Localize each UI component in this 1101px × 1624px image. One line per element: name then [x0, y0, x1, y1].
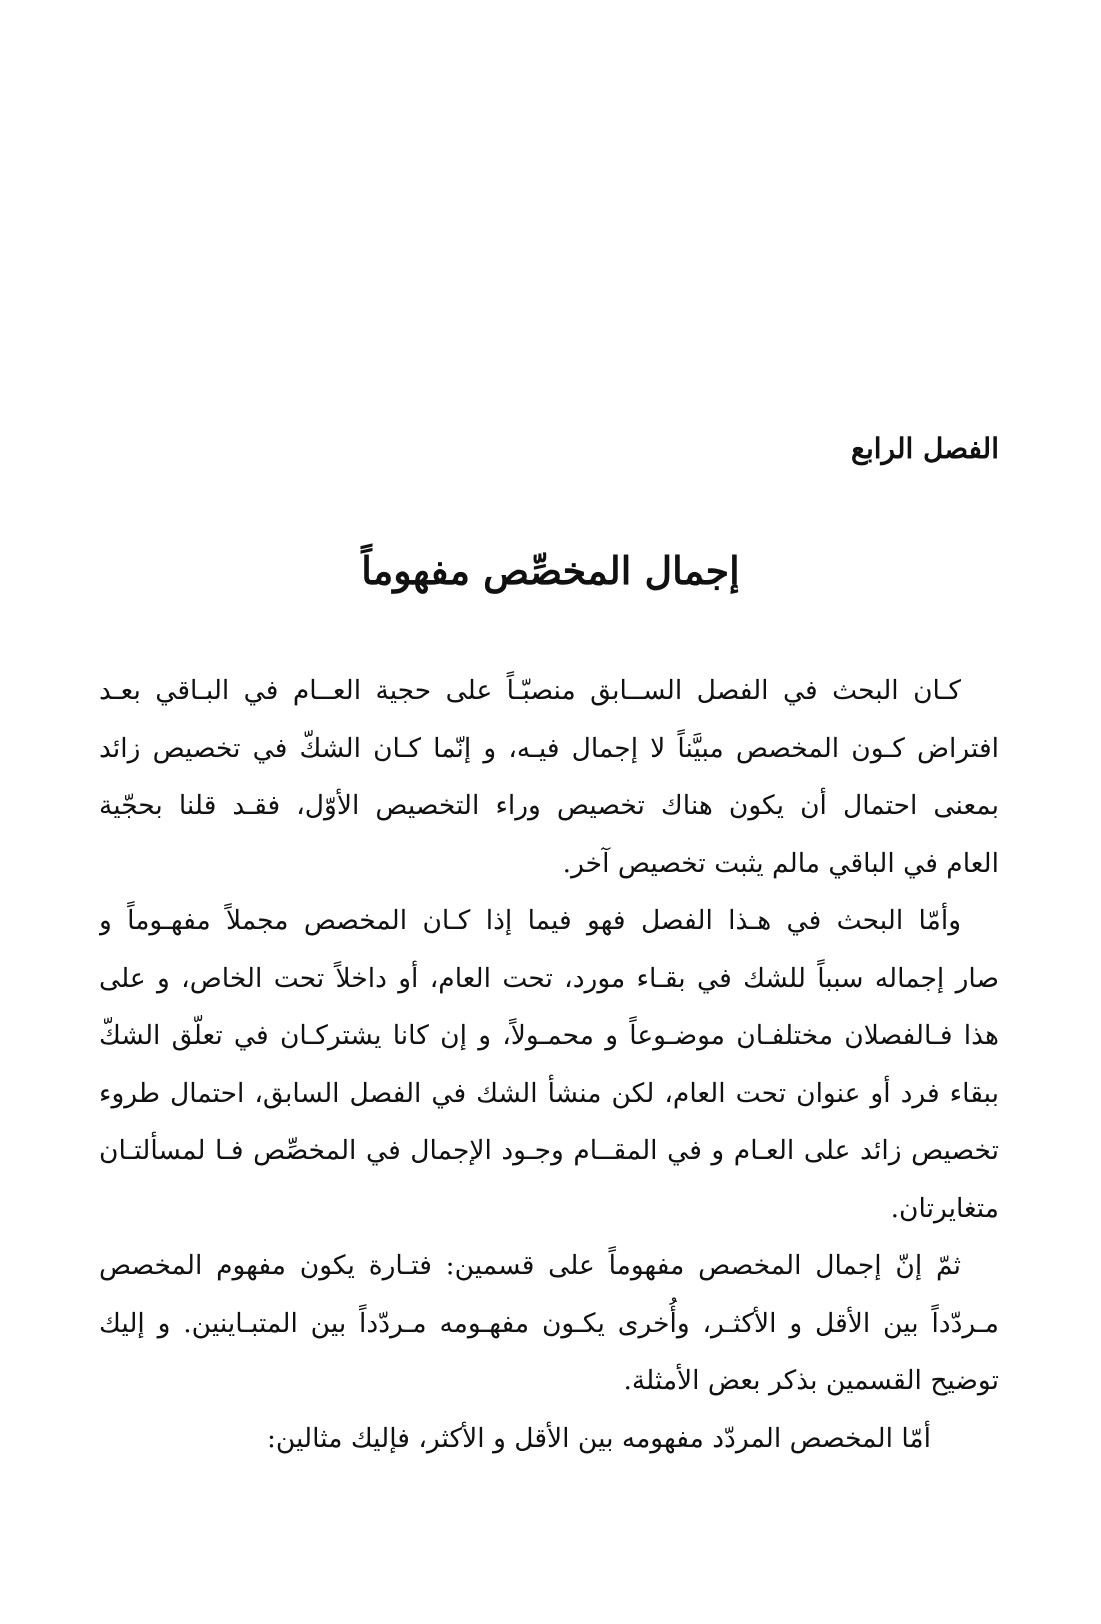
- paragraph-4: [99, 1410, 999, 1468]
- body-text: [99, 662, 999, 1467]
- paragraph-3: [99, 1237, 999, 1410]
- paragraph-2: [99, 892, 999, 1237]
- text-line: هذا فـالفصلان مختلفـان موضـوعاً و محمـولاً، و إن كانا يشتركـان في تعلّق الشكّ: [99, 1020, 999, 1051]
- text-line: وأمّا البحث في هـذا الفصل فهو فيما إذا كـان المخصص مجملاً مفهـوماً و: [99, 905, 961, 936]
- text-line: العام في الباقي مالم يثبت تخصيص آخر.: [562, 847, 999, 879]
- text-line: تخصيص زائد على العـام و في المقــام وجـود الإجمال في المخصِّص فـا لمسألتـان: [99, 1135, 999, 1166]
- text-line: متغايرتان.: [890, 1192, 999, 1224]
- text-line: توضيح القسمين بذكر بعض الأمثلة.: [623, 1365, 999, 1396]
- chapter-title: إجمال المخصِّص مفهوماً: [361, 548, 740, 593]
- text-line: ببقاء فرد أو عنوان تحت العام، لكن منشأ الشك في الفصل السابق، احتمال طروء: [99, 1077, 999, 1109]
- chapter-label: الفصل الرابع: [851, 432, 999, 465]
- text-line: مـردّداً بين الأقل و الأكثـر، وأُخرى يكـون مفهـومه مـردّداً بين المتبـاينين. و إليك: [99, 1307, 999, 1339]
- text-line: افتراض كـون المخصص مبيَّناً لا إجمال فيـه، و إنّما كـان الشكّ في تخصيص زائد: [99, 732, 999, 764]
- text-line: صار إجماله سبباً للشك في بقـاء مورد، تحت العام، أو داخلاً تحت الخاص، و على: [99, 962, 999, 994]
- text-line: بمعنى احتمال أن يكون هناك تخصيص وراء التخصيص الأوّل، فقـد قلنا بحجّية: [99, 790, 999, 821]
- text-line: كـان البحث في الفصل الســابق منصبّـاً على حجية العــام في البـاقي بعـد: [99, 675, 961, 706]
- text-line: ثمّ إنّ إجمال المخصص مفهوماً على قسمين: فتـارة يكون مفهوم المخصص: [99, 1250, 961, 1281]
- paragraph-1: [99, 662, 999, 892]
- text-line: أمّا المخصص المردّد مفهومه بين الأقل و الأكثر، فإليك مثالين:: [266, 1422, 931, 1454]
